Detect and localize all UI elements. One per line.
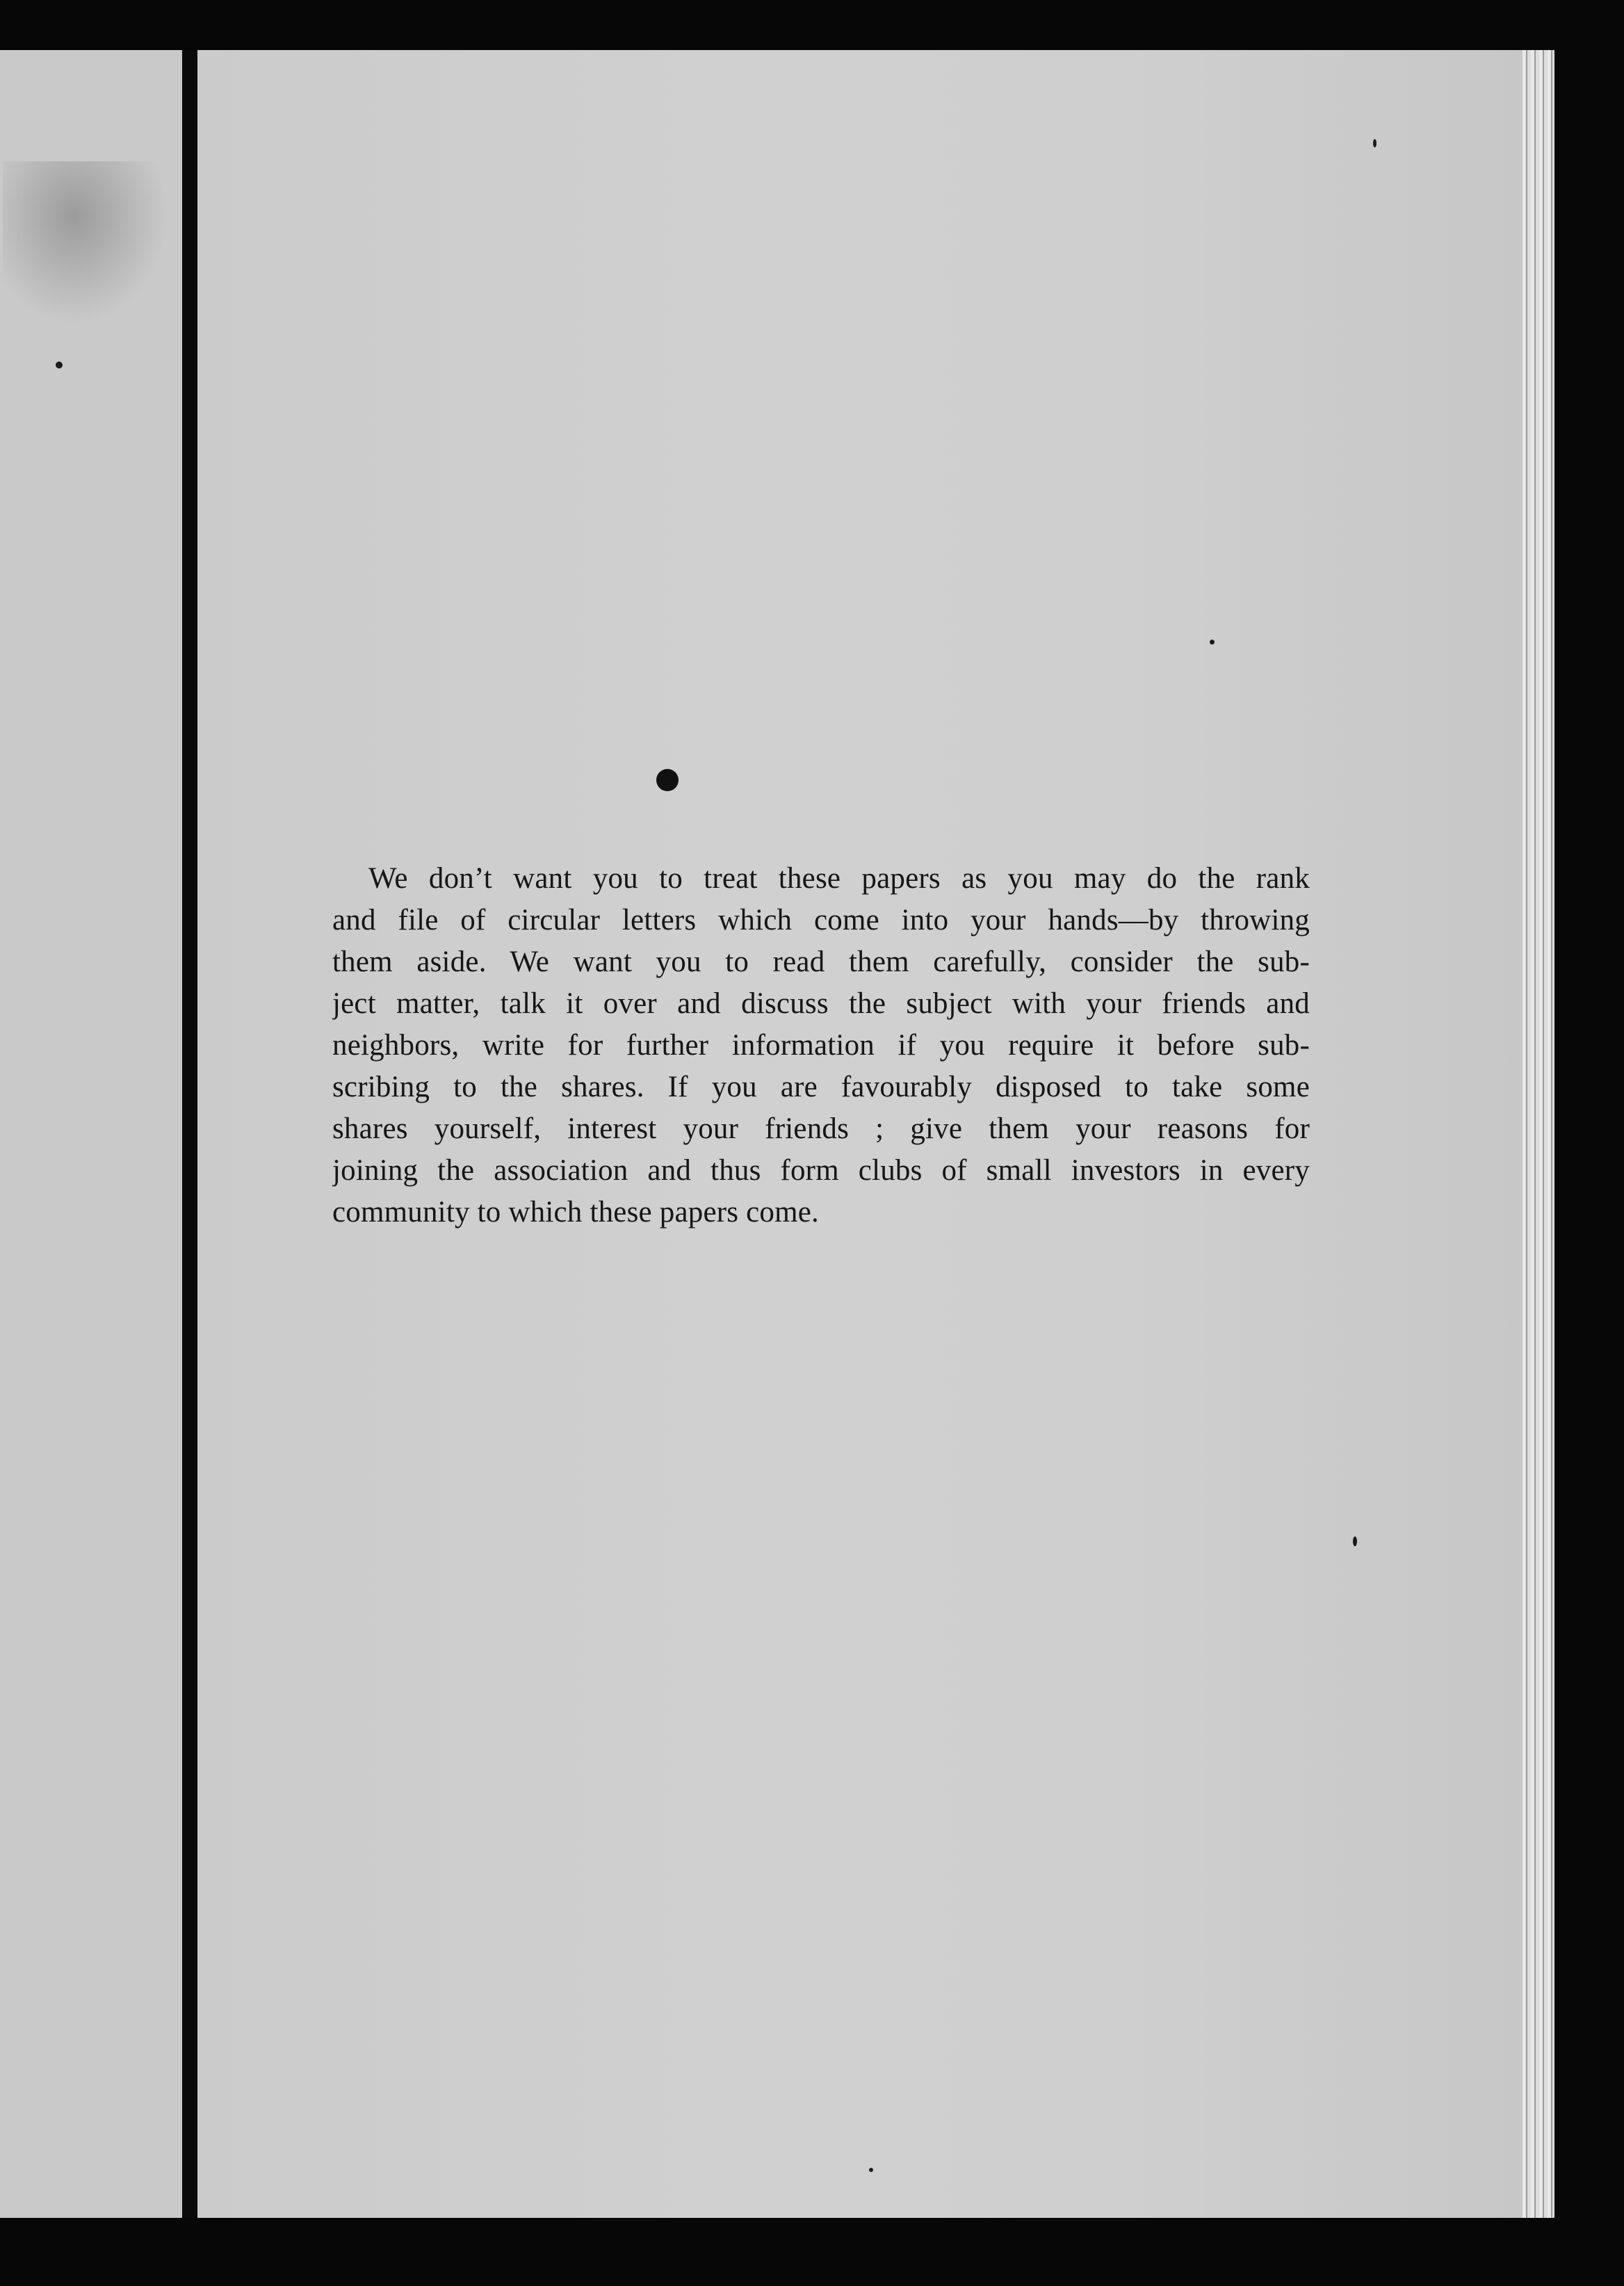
body-paragraph — [332, 858, 1310, 1233]
dust-speck — [1353, 1537, 1357, 1546]
paragraph-line: ject matter, talk it over and discuss the subject with your friends and — [332, 987, 1310, 1020]
ornament-dot — [656, 769, 679, 791]
dust-speck — [56, 362, 63, 368]
paragraph-line: and file of circular letters which come into your hands—by throwing — [332, 904, 1310, 937]
paragraph-line: them aside. We want you to read them carefully, consider the sub- — [332, 946, 1310, 978]
stain-mark — [3, 161, 184, 342]
page-gutter — [182, 50, 197, 2218]
dust-speck — [1210, 640, 1215, 645]
page-stack-edge — [1522, 50, 1554, 2218]
paragraph-line: joining the association and thus form clubs of small investors in every — [332, 1154, 1310, 1187]
paragraph-line: shares yourself, interest your friends ; give them your reasons for — [332, 1112, 1310, 1145]
paragraph-line: scribing to the shares. If you are favourably disposed to take some — [332, 1071, 1310, 1103]
paragraph-line: community to which these papers come. — [332, 1196, 819, 1229]
paragraph-line: neighbors, write for further information if you require it before sub- — [332, 1029, 1310, 1062]
paragraph-line: We don’t want you to treat these papers as you may do the rank — [368, 862, 1310, 895]
dust-speck — [1373, 139, 1377, 147]
dust-speck — [869, 2168, 873, 2172]
facing-page-edge — [0, 50, 182, 2218]
